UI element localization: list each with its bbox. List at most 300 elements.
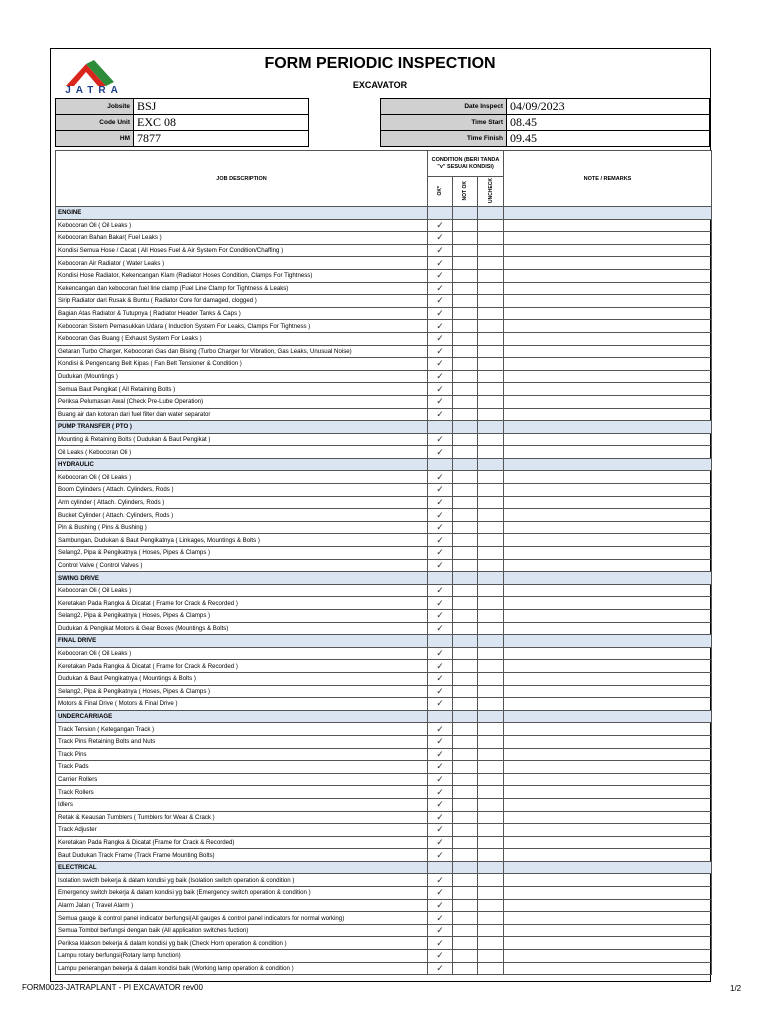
not-ok-check-cell[interactable] — [453, 521, 478, 534]
job-description: Emergency switch bekerja & dalam kondisi yg baik (Emergency switch operation & condition ) — [56, 887, 428, 900]
remarks-cell[interactable] — [504, 899, 712, 912]
uncheck-cell[interactable] — [478, 232, 504, 245]
not-ok-check-cell[interactable] — [453, 433, 478, 446]
not-ok-check-cell[interactable] — [453, 874, 478, 887]
ok-check-cell[interactable]: ✓ — [428, 874, 453, 887]
uncheck-cell[interactable] — [478, 219, 504, 232]
ok-check-cell[interactable]: ✓ — [428, 521, 453, 534]
uncheck-cell[interactable] — [478, 244, 504, 257]
uncheck-cell[interactable] — [478, 811, 504, 824]
not-ok-check-cell[interactable] — [453, 244, 478, 257]
remarks-cell[interactable] — [504, 950, 712, 963]
info-row — [381, 115, 710, 131]
ok-check-cell[interactable]: ✓ — [428, 622, 453, 635]
info-value[interactable]: BSJ — [134, 99, 309, 115]
uncheck-cell[interactable] — [478, 874, 504, 887]
job-description: Track Pads — [56, 761, 428, 774]
uncheck-cell[interactable] — [478, 761, 504, 774]
uncheck-cell[interactable] — [478, 824, 504, 837]
remarks-cell[interactable] — [504, 924, 712, 937]
remarks-cell[interactable] — [504, 358, 712, 371]
section-name: FINAL DRIVE — [56, 635, 428, 648]
section-blank-cell — [504, 861, 712, 874]
remarks-cell[interactable] — [504, 244, 712, 257]
section-header — [56, 421, 712, 434]
not-ok-check-cell[interactable] — [453, 622, 478, 635]
not-ok-check-cell[interactable] — [453, 950, 478, 963]
remarks-cell[interactable] — [504, 962, 712, 975]
remarks-cell[interactable] — [504, 496, 712, 509]
ok-check-cell[interactable]: ✓ — [428, 723, 453, 736]
ok-check-cell[interactable]: ✓ — [428, 257, 453, 270]
remarks-cell[interactable] — [504, 887, 712, 900]
remarks-cell[interactable] — [504, 597, 712, 610]
uncheck-cell[interactable] — [478, 295, 504, 308]
section-name: ENGINE — [56, 207, 428, 220]
ok-check-cell[interactable]: ✓ — [428, 950, 453, 963]
not-ok-check-cell[interactable] — [453, 647, 478, 660]
table-row — [56, 962, 712, 975]
not-ok-check-cell[interactable] — [453, 484, 478, 497]
not-ok-check-cell[interactable] — [453, 332, 478, 345]
job-description: Track Pins Retaining Bolts and Nuts — [56, 735, 428, 748]
uncheck-cell[interactable] — [478, 773, 504, 786]
not-ok-check-cell[interactable] — [453, 798, 478, 811]
table-row — [56, 295, 712, 308]
info-table-left — [55, 98, 309, 147]
not-ok-check-cell[interactable] — [453, 610, 478, 623]
uncheck-cell[interactable] — [478, 584, 504, 597]
ok-check-cell[interactable]: ✓ — [428, 647, 453, 660]
not-ok-check-cell[interactable] — [453, 358, 478, 371]
info-value[interactable]: 7877 — [134, 131, 309, 147]
remarks-cell[interactable] — [504, 836, 712, 849]
table-row — [56, 521, 712, 534]
section-blank-cell — [428, 635, 453, 648]
remarks-cell[interactable] — [504, 383, 712, 396]
remarks-cell[interactable] — [504, 824, 712, 837]
ok-check-cell[interactable]: ✓ — [428, 496, 453, 509]
remarks-cell[interactable] — [504, 761, 712, 774]
uncheck-cell[interactable] — [478, 748, 504, 761]
not-ok-check-cell[interactable] — [453, 509, 478, 522]
not-ok-check-cell[interactable] — [453, 824, 478, 837]
section-name: HYDRAULIC — [56, 458, 428, 471]
ok-check-cell[interactable]: ✓ — [428, 282, 453, 295]
job-description: Kekencangan dan kebocoran fuel line clamp (Fuel Line Clamp for Tightness & Leaks) — [56, 282, 428, 295]
job-description: Dudukan & Pengikat Motors & Gear Boxes (Mountings & Bolts) — [56, 622, 428, 635]
ok-check-cell[interactable]: ✓ — [428, 219, 453, 232]
remarks-cell[interactable] — [504, 622, 712, 635]
table-row — [56, 509, 712, 522]
section-blank-cell — [504, 207, 712, 220]
ok-check-cell[interactable]: ✓ — [428, 798, 453, 811]
remarks-cell[interactable] — [504, 345, 712, 358]
section-header — [56, 572, 712, 585]
uncheck-cell[interactable] — [478, 685, 504, 698]
ok-check-cell[interactable]: ✓ — [428, 698, 453, 711]
not-ok-check-cell[interactable] — [453, 408, 478, 421]
remarks-cell[interactable] — [504, 534, 712, 547]
table-row — [56, 874, 712, 887]
not-ok-check-cell[interactable] — [453, 786, 478, 799]
uncheck-cell[interactable] — [478, 370, 504, 383]
table-row — [56, 446, 712, 459]
ok-check-cell[interactable]: ✓ — [428, 685, 453, 698]
not-ok-check-cell[interactable] — [453, 735, 478, 748]
job-description: Dudukan (Mountings ) — [56, 370, 428, 383]
uncheck-cell[interactable] — [478, 484, 504, 497]
remarks-cell[interactable] — [504, 773, 712, 786]
job-description: Mounting & Retaining Bolts ( Dudukan & Baut Pengikat ) — [56, 433, 428, 446]
remarks-cell[interactable] — [504, 307, 712, 320]
ok-check-cell[interactable]: ✓ — [428, 912, 453, 925]
ok-check-cell[interactable]: ✓ — [428, 899, 453, 912]
remarks-cell[interactable] — [504, 547, 712, 560]
info-row — [56, 99, 309, 115]
uncheck-cell[interactable] — [478, 345, 504, 358]
remarks-cell[interactable] — [504, 937, 712, 950]
info-row — [381, 131, 710, 147]
ok-check-cell[interactable]: ✓ — [428, 446, 453, 459]
info-value[interactable]: EXC 08 — [134, 115, 309, 131]
ok-check-cell[interactable]: ✓ — [428, 332, 453, 345]
remarks-cell[interactable] — [504, 912, 712, 925]
ok-check-cell[interactable]: ✓ — [428, 320, 453, 333]
not-ok-check-cell[interactable] — [453, 672, 478, 685]
table-row — [56, 912, 712, 925]
ok-check-cell[interactable]: ✓ — [428, 484, 453, 497]
uncheck-cell[interactable] — [478, 269, 504, 282]
not-ok-check-cell[interactable] — [453, 924, 478, 937]
remarks-cell[interactable] — [504, 408, 712, 421]
not-ok-check-cell[interactable] — [453, 849, 478, 862]
info-label: Date Inspect — [381, 99, 507, 115]
ok-check-cell[interactable]: ✓ — [428, 735, 453, 748]
uncheck-cell[interactable] — [478, 735, 504, 748]
not-ok-check-cell[interactable] — [453, 559, 478, 572]
uncheck-cell[interactable] — [478, 433, 504, 446]
ok-check-cell[interactable]: ✓ — [428, 849, 453, 862]
ok-check-cell[interactable]: ✓ — [428, 370, 453, 383]
ok-check-cell[interactable]: ✓ — [428, 824, 453, 837]
uncheck-cell[interactable] — [478, 672, 504, 685]
remarks-cell[interactable] — [504, 295, 712, 308]
col-note-remarks: NOTE / REMARKS — [504, 151, 712, 207]
remarks-cell[interactable] — [504, 811, 712, 824]
uncheck-cell[interactable] — [478, 547, 504, 560]
remarks-cell[interactable] — [504, 559, 712, 572]
uncheck-cell[interactable] — [478, 610, 504, 623]
uncheck-cell[interactable] — [478, 320, 504, 333]
section-blank-cell — [478, 421, 504, 434]
uncheck-cell[interactable] — [478, 332, 504, 345]
job-description: Kondisi Semua Hose / Cacat ( All Hoses Fuel & Air System For Condition/Chaffing ) — [56, 244, 428, 257]
uncheck-cell[interactable] — [478, 471, 504, 484]
ok-check-cell[interactable]: ✓ — [428, 559, 453, 572]
job-description: Isolation swicth bekerja & dalam kondisi yg baik (Isolation switch operation & condition ) — [56, 874, 428, 887]
not-ok-check-cell[interactable] — [453, 899, 478, 912]
ok-check-cell[interactable]: ✓ — [428, 345, 453, 358]
not-ok-check-cell[interactable] — [453, 685, 478, 698]
not-ok-check-cell[interactable] — [453, 773, 478, 786]
table-row — [56, 332, 712, 345]
ok-check-cell[interactable]: ✓ — [428, 672, 453, 685]
job-description: Kondisi & Pengencang Belt Kipas ( Fan Belt Tensioner & Condition ) — [56, 358, 428, 371]
table-row — [56, 597, 712, 610]
info-value[interactable]: 08.45 — [507, 115, 710, 131]
table-row — [56, 622, 712, 635]
not-ok-check-cell[interactable] — [453, 395, 478, 408]
remarks-cell[interactable] — [504, 446, 712, 459]
ok-check-cell[interactable]: ✓ — [428, 660, 453, 673]
remarks-cell[interactable] — [504, 471, 712, 484]
not-ok-check-cell[interactable] — [453, 761, 478, 774]
remarks-cell[interactable] — [504, 269, 712, 282]
uncheck-cell[interactable] — [478, 395, 504, 408]
not-ok-check-cell[interactable] — [453, 446, 478, 459]
ok-check-cell[interactable]: ✓ — [428, 887, 453, 900]
remarks-cell[interactable] — [504, 786, 712, 799]
ok-check-cell[interactable]: ✓ — [428, 383, 453, 396]
remarks-cell[interactable] — [504, 433, 712, 446]
uncheck-cell[interactable] — [478, 849, 504, 862]
job-description: Kebocoran Oli ( Oil Leaks ) — [56, 471, 428, 484]
uncheck-cell[interactable] — [478, 647, 504, 660]
info-row — [56, 115, 309, 131]
job-description: Selang2, Pipa & Pengikatnya ( Hoses, Pipes & Clamps ) — [56, 685, 428, 698]
not-ok-check-cell[interactable] — [453, 345, 478, 358]
remarks-cell[interactable] — [504, 332, 712, 345]
job-description: Kondisi Hose Radiator, Kekencangan Klam (Radiator Hoses Condition, Clamps For Tightness) — [56, 269, 428, 282]
not-ok-check-cell[interactable] — [453, 962, 478, 975]
not-ok-check-cell[interactable] — [453, 887, 478, 900]
remarks-cell[interactable] — [504, 521, 712, 534]
remarks-cell[interactable] — [504, 660, 712, 673]
remarks-cell[interactable] — [504, 647, 712, 660]
remarks-cell[interactable] — [504, 282, 712, 295]
not-ok-check-cell[interactable] — [453, 370, 478, 383]
ok-check-cell[interactable]: ✓ — [428, 547, 453, 560]
uncheck-cell[interactable] — [478, 521, 504, 534]
uncheck-cell[interactable] — [478, 509, 504, 522]
job-description: Dudukan & Baut Pengikatnya ( Mountings & Bolts ) — [56, 672, 428, 685]
not-ok-check-cell[interactable] — [453, 937, 478, 950]
remarks-cell[interactable] — [504, 735, 712, 748]
not-ok-check-cell[interactable] — [453, 723, 478, 736]
remarks-cell[interactable] — [504, 395, 712, 408]
ok-check-cell[interactable]: ✓ — [428, 597, 453, 610]
uncheck-cell[interactable] — [478, 937, 504, 950]
ok-check-cell[interactable]: ✓ — [428, 836, 453, 849]
not-ok-check-cell[interactable] — [453, 295, 478, 308]
remarks-cell[interactable] — [504, 509, 712, 522]
form-subtitle: EXCAVATOR — [352, 80, 408, 90]
section-blank-cell — [453, 207, 478, 220]
uncheck-cell[interactable] — [478, 899, 504, 912]
not-ok-check-cell[interactable] — [453, 232, 478, 245]
not-ok-check-cell[interactable] — [453, 307, 478, 320]
job-description: Boom Cylinders ( Attach. Cylinders, Rods ) — [56, 484, 428, 497]
remarks-cell[interactable] — [504, 257, 712, 270]
ok-check-cell[interactable]: ✓ — [428, 962, 453, 975]
ok-check-cell[interactable]: ✓ — [428, 307, 453, 320]
not-ok-check-cell[interactable] — [453, 257, 478, 270]
ok-check-cell[interactable]: ✓ — [428, 811, 453, 824]
not-ok-check-cell[interactable] — [453, 534, 478, 547]
job-description: Alarm Jalan ( Travel Alarm ) — [56, 899, 428, 912]
ok-check-cell[interactable]: ✓ — [428, 937, 453, 950]
remarks-cell[interactable] — [504, 584, 712, 597]
not-ok-check-cell[interactable] — [453, 269, 478, 282]
remarks-cell[interactable] — [504, 672, 712, 685]
remarks-cell[interactable] — [504, 698, 712, 711]
ok-check-cell[interactable]: ✓ — [428, 244, 453, 257]
not-ok-check-cell[interactable] — [453, 584, 478, 597]
table-row — [56, 269, 712, 282]
not-ok-check-cell[interactable] — [453, 836, 478, 849]
job-description: Track Adjuster — [56, 824, 428, 837]
job-description: Semua Baut Pengikat ( All Retaining Bolts ) — [56, 383, 428, 396]
info-label: Code Unit — [56, 115, 134, 131]
job-description: Carrier Rollers — [56, 773, 428, 786]
uncheck-cell[interactable] — [478, 257, 504, 270]
remarks-cell[interactable] — [504, 219, 712, 232]
uncheck-cell[interactable] — [478, 660, 504, 673]
not-ok-check-cell[interactable] — [453, 496, 478, 509]
uncheck-cell[interactable] — [478, 836, 504, 849]
not-ok-check-cell[interactable] — [453, 383, 478, 396]
remarks-cell[interactable] — [504, 874, 712, 887]
job-description: Selang2, Pipa & Pengikatnya ( Hoses, Pipes & Clamps ) — [56, 547, 428, 560]
uncheck-cell[interactable] — [478, 798, 504, 811]
uncheck-cell[interactable] — [478, 534, 504, 547]
job-description: Periksa Pelumasan Awal (Check Pre-Lube Operation) — [56, 395, 428, 408]
uncheck-cell[interactable] — [478, 559, 504, 572]
ok-check-cell[interactable]: ✓ — [428, 610, 453, 623]
uncheck-cell[interactable] — [478, 282, 504, 295]
remarks-cell[interactable] — [504, 685, 712, 698]
table-row — [56, 786, 712, 799]
form-code: FORM0023-JATRAPLANT - PI EXCAVATOR rev00 — [22, 983, 203, 992]
uncheck-cell[interactable] — [478, 924, 504, 937]
section-blank-cell — [478, 207, 504, 220]
ok-check-cell[interactable]: ✓ — [428, 471, 453, 484]
job-description: Sirip Radiator dari Rusak & Buntu ( Radiator Core for damaged, clogged ) — [56, 295, 428, 308]
info-row — [381, 99, 710, 115]
job-description: Buang air dan kotoran dari fuel filter dan water separator — [56, 408, 428, 421]
ok-check-cell[interactable]: ✓ — [428, 295, 453, 308]
page-number: 1/2 — [730, 984, 742, 993]
uncheck-cell[interactable] — [478, 622, 504, 635]
ok-check-cell[interactable]: ✓ — [428, 786, 453, 799]
uncheck-cell[interactable] — [478, 950, 504, 963]
info-value[interactable]: 09.45 — [507, 131, 710, 147]
uncheck-cell[interactable] — [478, 723, 504, 736]
uncheck-cell[interactable] — [478, 383, 504, 396]
remarks-cell[interactable] — [504, 723, 712, 736]
uncheck-cell[interactable] — [478, 496, 504, 509]
uncheck-cell[interactable] — [478, 962, 504, 975]
ok-check-cell[interactable]: ✓ — [428, 358, 453, 371]
remarks-cell[interactable] — [504, 484, 712, 497]
uncheck-cell[interactable] — [478, 887, 504, 900]
info-value[interactable]: 04/09/2023 — [507, 99, 710, 115]
remarks-cell[interactable] — [504, 849, 712, 862]
uncheck-cell[interactable] — [478, 698, 504, 711]
not-ok-check-cell[interactable] — [453, 811, 478, 824]
uncheck-cell[interactable] — [478, 912, 504, 925]
remarks-cell[interactable] — [504, 798, 712, 811]
remarks-cell[interactable] — [504, 610, 712, 623]
table-row — [56, 647, 712, 660]
section-blank-cell — [428, 458, 453, 471]
table-row — [56, 219, 712, 232]
ok-check-cell[interactable]: ✓ — [428, 269, 453, 282]
ok-check-cell[interactable]: ✓ — [428, 748, 453, 761]
uncheck-cell[interactable] — [478, 446, 504, 459]
remarks-cell[interactable] — [504, 748, 712, 761]
uncheck-cell[interactable] — [478, 597, 504, 610]
info-table-right — [380, 98, 710, 147]
table-row — [56, 924, 712, 937]
not-ok-check-cell[interactable] — [453, 698, 478, 711]
job-description: Oil Leaks ( Kebocoran Oli ) — [56, 446, 428, 459]
uncheck-cell[interactable] — [478, 786, 504, 799]
section-blank-cell — [453, 861, 478, 874]
uncheck-cell[interactable] — [478, 358, 504, 371]
not-ok-check-cell[interactable] — [453, 597, 478, 610]
ok-check-cell[interactable]: ✓ — [428, 924, 453, 937]
ok-check-cell[interactable]: ✓ — [428, 433, 453, 446]
ok-check-cell[interactable]: ✓ — [428, 395, 453, 408]
ok-check-cell[interactable]: ✓ — [428, 584, 453, 597]
job-description: Kebocoran Oli ( Oil Leaks ) — [56, 219, 428, 232]
uncheck-cell[interactable] — [478, 408, 504, 421]
ok-check-cell[interactable]: ✓ — [428, 761, 453, 774]
job-description: Retak & Keausan Tumblers ( Tumblers for Wear & Crack ) — [56, 811, 428, 824]
ok-check-cell[interactable]: ✓ — [428, 232, 453, 245]
col-uncheck: UNCHECK — [478, 177, 504, 207]
not-ok-check-cell[interactable] — [453, 219, 478, 232]
table-row — [56, 937, 712, 950]
remarks-cell[interactable] — [504, 232, 712, 245]
section-blank-cell — [428, 207, 453, 220]
not-ok-check-cell[interactable] — [453, 660, 478, 673]
remarks-cell[interactable] — [504, 320, 712, 333]
ok-check-cell[interactable]: ✓ — [428, 773, 453, 786]
not-ok-check-cell[interactable] — [453, 547, 478, 560]
section-blank-cell — [453, 572, 478, 585]
not-ok-check-cell[interactable] — [453, 320, 478, 333]
job-description: Lampu rotary berfungsi(Rotary lamp function) — [56, 950, 428, 963]
remarks-cell[interactable] — [504, 370, 712, 383]
not-ok-check-cell[interactable] — [453, 282, 478, 295]
section-blank-cell — [428, 421, 453, 434]
section-blank-cell — [428, 861, 453, 874]
not-ok-check-cell[interactable] — [453, 748, 478, 761]
ok-check-cell[interactable]: ✓ — [428, 408, 453, 421]
not-ok-check-cell[interactable] — [453, 471, 478, 484]
ok-check-cell[interactable]: ✓ — [428, 534, 453, 547]
ok-check-cell[interactable]: ✓ — [428, 509, 453, 522]
job-description: Motors & Final Drive ( Motors & Final Drive ) — [56, 698, 428, 711]
table-row — [56, 547, 712, 560]
not-ok-check-cell[interactable] — [453, 912, 478, 925]
job-description: Keretakan Pada Rangka & Dicatat (Frame for Crack & Recorded) — [56, 836, 428, 849]
uncheck-cell[interactable] — [478, 307, 504, 320]
table-row — [56, 320, 712, 333]
